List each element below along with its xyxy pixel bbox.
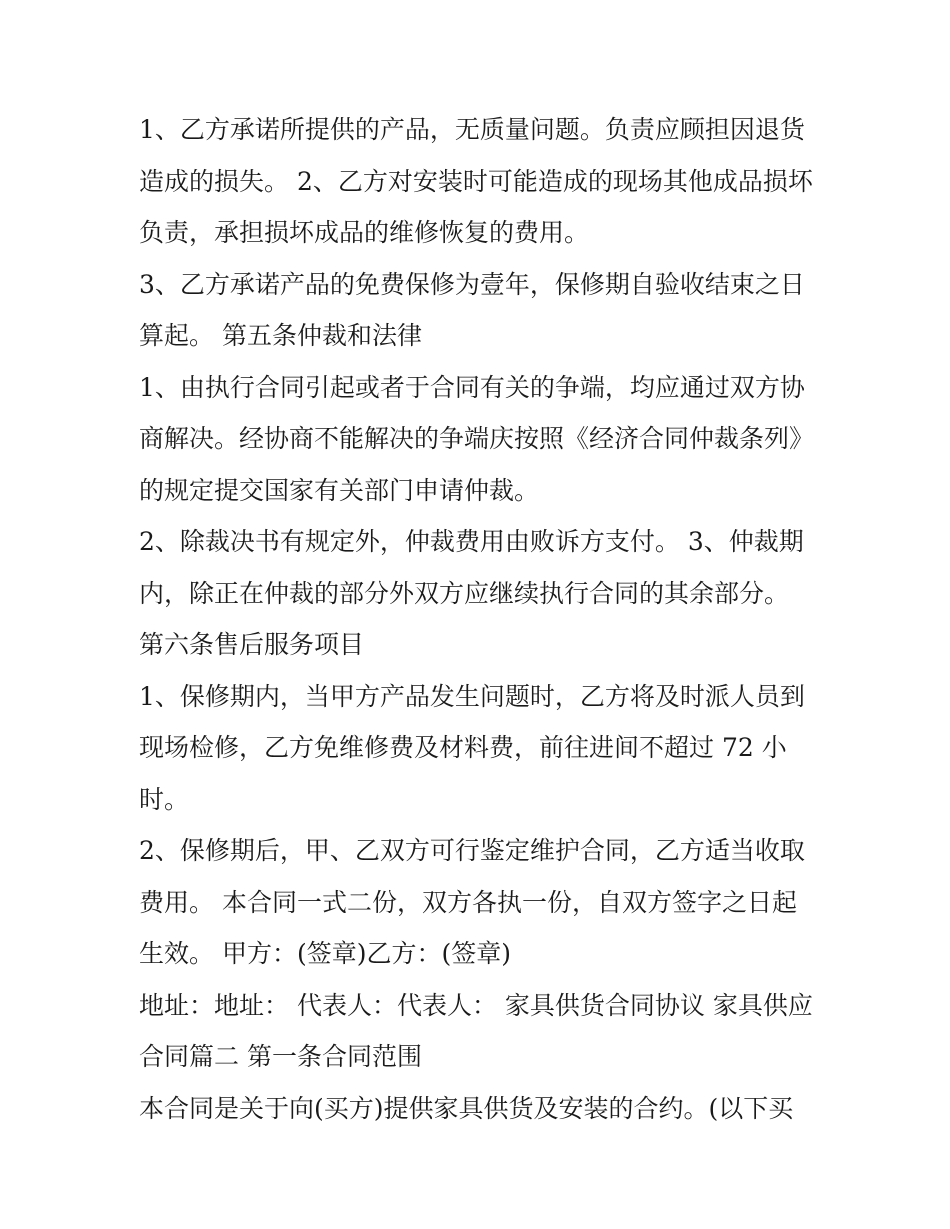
text-line: 费用。 本合同一式二份，双方各执一份，自双方签字之日起 (139, 887, 797, 917)
text-line: 算起。 第五条仲裁和法律 (139, 321, 422, 350)
text-line: 2、除裁决书有规定外，仲裁费用由败诉方支付。 3、仲裁期 (139, 527, 804, 556)
text-line: 地址：地址： 代表人：代表人： 家具供货合同协议 家具供应 (139, 990, 813, 1020)
text-line: 生效。 甲方：(签章)乙方：(签章) (139, 939, 511, 968)
text-line: 时。 (139, 784, 190, 814)
section-heading: 第六条售后服务项目 (139, 630, 365, 659)
text-line: 现场检修，乙方免维修费及材料费，前往进间不超过 72 小 (139, 733, 787, 762)
text-line: 的规定提交国家有关部门申请仲裁。 (139, 475, 540, 505)
text-line: 负责，承担损坏成品的维修恢复的费用。 (139, 218, 590, 247)
text-line: 1、由执行合同引起或者于合同有关的争端，均应通过双方协 (139, 372, 805, 402)
text-line: 本合同是关于向(买方)提供家具供货及安装的合约。(以下买 (139, 1093, 794, 1123)
text-line: 造成的损失。 2、乙方对安装时可能造成的现场其他成品损坏 (139, 166, 813, 196)
text-line: 内，除正在仲裁的部分外双方应继续执行合同的其余部分。 (139, 578, 790, 608)
text-line: 2、保修期后，甲、乙双方可行鉴定维护合同，乙方适当收取 (139, 836, 805, 865)
text-line: 商解决。经协商不能解决的争端庆按照《经济合同仲裁条列》 (139, 424, 815, 453)
text-line: 1、乙方承诺所提供的产品，无质量问题。负责应顾担因退货 (139, 115, 805, 144)
text-line: 1、保修期内，当甲方产品发生问题时，乙方将及时派人员到 (139, 681, 805, 711)
document-body (139, 104, 819, 1134)
text-line: 3、乙方承诺产品的免费保修为壹年，保修期自验收结束之日 (139, 269, 805, 299)
text-line: 合同篇二 第一条合同范围 (139, 1042, 422, 1071)
